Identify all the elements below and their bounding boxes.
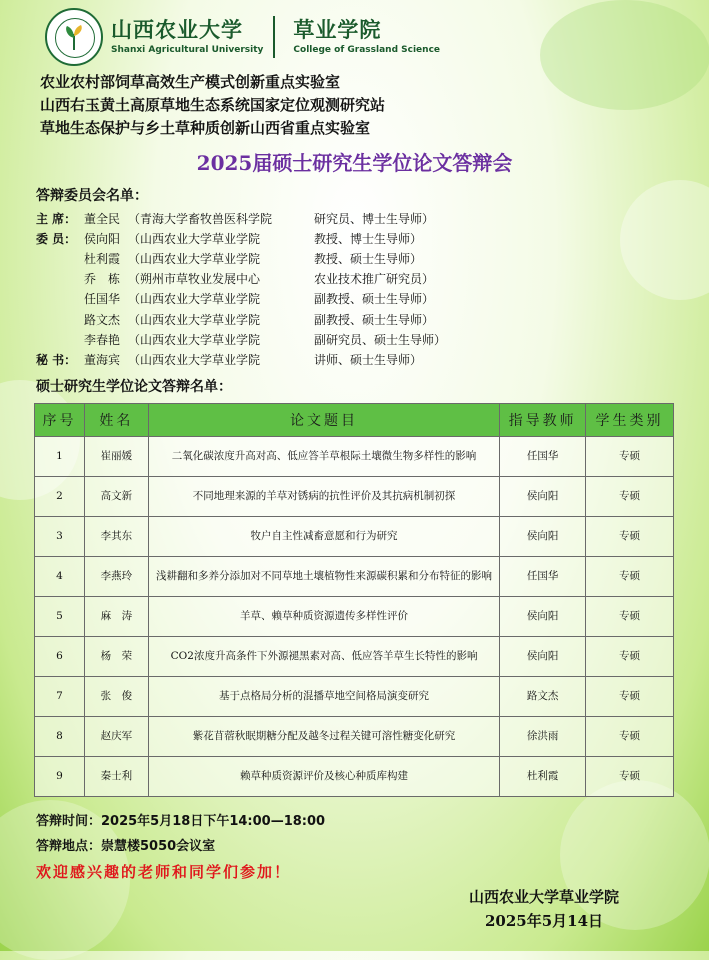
table-row [35, 477, 674, 517]
cell-type: 专硕 [586, 637, 674, 677]
cell-no: 1 [35, 437, 85, 477]
cell-name: 麻 涛 [84, 597, 148, 637]
header-divider [273, 16, 275, 58]
cell-topic: 不同地理来源的羊草对锈病的抗性评价及其抗病机制初探 [148, 477, 499, 517]
member-name: 任国华 [84, 292, 121, 307]
issue-date: 2025年5月14日 [484, 912, 604, 930]
member-title: 副研究员、硕士生导师） [314, 332, 447, 347]
cell-advisor: 任国华 [500, 437, 586, 477]
page-title: 2025届硕士研究生学位论文答辩会 [196, 151, 513, 175]
member-org: （山西农业大学草业学院 [128, 251, 261, 266]
member-title: 农业技术推广研究员） [314, 272, 435, 287]
cell-advisor: 路文杰 [500, 677, 586, 717]
cell-type: 专硕 [586, 437, 674, 477]
cell-no: 5 [35, 597, 85, 637]
member-title: 副教授、硕士生导师） [314, 312, 435, 327]
defense-table [34, 403, 674, 797]
header-no: 序号 [35, 404, 85, 437]
cell-name: 杨 荣 [84, 637, 148, 677]
header-topic: 论文题目 [148, 404, 499, 437]
member-title: 讲师、硕士生导师） [314, 352, 423, 367]
cell-topic: CO2浓度升高条件下外源褪黑素对高、低应答羊草生长特性的影响 [148, 637, 499, 677]
cell-name: 张 俊 [84, 677, 148, 717]
cell-no: 6 [35, 637, 85, 677]
lab-name: 农业农村部饲草高效生产模式创新重点实验室 [40, 73, 341, 91]
university-name [111, 17, 263, 57]
committee-member [36, 289, 446, 309]
member-name: 李春艳 [84, 332, 121, 347]
member-name: 乔 栋 [84, 272, 121, 287]
welcome-message: 欢迎感兴趣的老师和同学们参加！ [36, 863, 292, 881]
table-header-row [35, 404, 674, 437]
university-name-cn: 山西农业大学 [111, 17, 243, 42]
table-row [35, 757, 674, 797]
cell-no: 8 [35, 717, 85, 757]
cell-no: 9 [35, 757, 85, 797]
defense-time: 答辩时间：2025年5月18日下午14:00—18:00 [36, 814, 326, 829]
committee-member [36, 228, 446, 248]
cell-no: 4 [35, 557, 85, 597]
member-name: 杜利霞 [84, 251, 121, 266]
lab-list [40, 71, 385, 140]
member-org: （山西农业大学草业学院 [128, 231, 261, 246]
cell-advisor: 侯向阳 [500, 517, 586, 557]
cell-topic: 牧户自主性减畜意愿和行为研究 [148, 517, 499, 557]
defense-place: 答辩地点：崇慧楼5050会议室 [36, 839, 216, 854]
member-name: 董海宾 [84, 352, 121, 367]
cell-no: 3 [35, 517, 85, 557]
header-advisor: 指导教师 [500, 404, 586, 437]
header-type: 学生类别 [586, 404, 674, 437]
committee-member [36, 208, 446, 228]
college-name [293, 17, 440, 57]
table-row [35, 717, 674, 757]
cell-type: 专硕 [586, 717, 674, 757]
member-org: （山西农业大学草业学院 [128, 332, 261, 347]
cell-name: 秦士利 [84, 757, 148, 797]
table-row [35, 437, 674, 477]
member-role: 秘 书： [36, 352, 77, 367]
cell-name: 李其东 [84, 517, 148, 557]
cell-topic: 赖草种质资源评价及核心种质库构建 [148, 757, 499, 797]
member-title: 教授、硕士生导师） [314, 251, 423, 266]
committee-member [36, 349, 446, 369]
cell-advisor: 侯向阳 [500, 637, 586, 677]
signature: 山西农业大学草业学院 [468, 888, 619, 906]
lab-name: 草地生态保护与乡土草种质创新山西省重点实验室 [40, 119, 371, 137]
header [45, 8, 440, 66]
cell-type: 专硕 [586, 477, 674, 517]
table-row [35, 557, 674, 597]
cell-type: 专硕 [586, 597, 674, 637]
cell-topic: 二氧化碳浓度升高对高、低应答羊草根际土壤微生物多样性的影响 [148, 437, 499, 477]
cell-advisor: 侯向阳 [500, 477, 586, 517]
committee-member [36, 309, 446, 329]
member-title: 副教授、硕士生导师） [314, 292, 435, 307]
member-org: （山西农业大学草业学院 [128, 312, 261, 327]
member-name: 路文杰 [84, 312, 121, 327]
member-role: 主 席： [36, 211, 77, 226]
member-name: 侯向阳 [84, 231, 121, 246]
cell-advisor: 杜利霞 [500, 757, 586, 797]
lab-name: 山西右玉黄土高原草地生态系统国家定位观测研究站 [40, 96, 386, 114]
cell-advisor: 徐洪雨 [500, 717, 586, 757]
cell-type: 专硕 [586, 557, 674, 597]
member-title: 教授、博士生导师） [314, 231, 423, 246]
committee-member [36, 248, 446, 268]
cell-no: 7 [35, 677, 85, 717]
member-name: 董全民 [84, 211, 121, 226]
cell-name: 崔丽媛 [84, 437, 148, 477]
member-org: （青海大学畜牧兽医科学院 [128, 211, 273, 226]
table-row [35, 517, 674, 557]
cell-name: 李燕玲 [84, 557, 148, 597]
university-name-en: Shanxi Agricultural University [111, 45, 264, 55]
college-name-cn: 草业学院 [293, 17, 382, 42]
cell-topic: 羊草、赖草种质资源遗传多样性评价 [148, 597, 499, 637]
cell-advisor: 侯向阳 [500, 597, 586, 637]
member-org: （山西农业大学草业学院 [128, 292, 261, 307]
committee-member [36, 269, 446, 289]
cell-name: 高文新 [84, 477, 148, 517]
college-name-en: College of Grassland Science [293, 45, 441, 55]
member-org: （朔州市草牧业发展中心 [128, 272, 261, 287]
cell-name: 赵庆军 [84, 717, 148, 757]
table-row [35, 597, 674, 637]
cell-type: 专硕 [586, 677, 674, 717]
committee-list [36, 208, 446, 370]
committee-member [36, 329, 446, 349]
member-org: （山西农业大学草业学院 [128, 352, 261, 367]
cell-type: 专硕 [586, 517, 674, 557]
defense-heading: 硕士研究生学位论文答辩名单： [36, 379, 232, 395]
header-name: 姓名 [84, 404, 148, 437]
committee-heading: 答辩委员会名单： [36, 188, 148, 204]
leaf-icon [63, 24, 85, 50]
university-logo [45, 8, 103, 66]
cell-no: 2 [35, 477, 85, 517]
cell-topic: 浅耕翻和多养分添加对不同草地土壤植物性来源碳积累和分布特征的影响 [148, 557, 499, 597]
cell-type: 专硕 [586, 757, 674, 797]
member-role: 委 员： [36, 231, 77, 246]
member-title: 研究员、博士生导师） [314, 211, 435, 226]
cell-topic: 紫花苜蓿秋眠期糖分配及越冬过程关键可溶性糖变化研究 [148, 717, 499, 757]
cell-advisor: 任国华 [500, 557, 586, 597]
cell-topic: 基于点格局分析的混播草地空间格局演变研究 [148, 677, 499, 717]
table-row [35, 637, 674, 677]
table-row [35, 677, 674, 717]
